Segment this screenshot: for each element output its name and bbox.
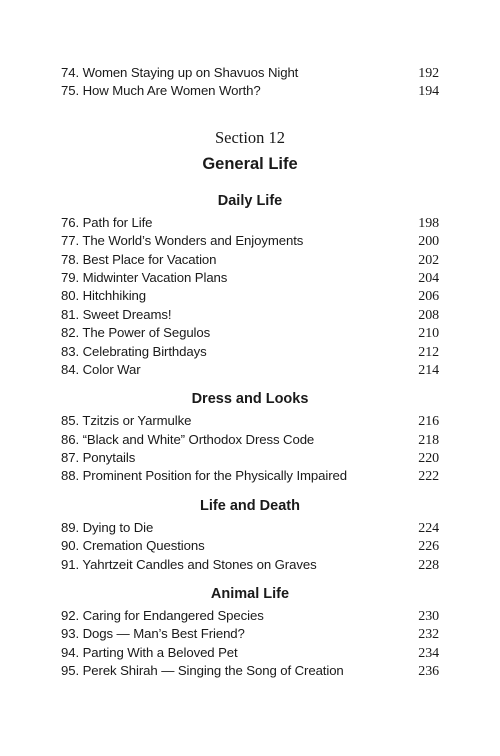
toc-entry-title: 84. Color War bbox=[61, 361, 141, 377]
toc-entry-title: 76. Path for Life bbox=[61, 214, 153, 230]
toc-entry[interactable] bbox=[61, 449, 439, 467]
toc-entry-page: 212 bbox=[418, 344, 439, 360]
toc-entry-page: 224 bbox=[418, 520, 439, 536]
toc-entry-title: 95. Perek Shirah — Singing the Song of Creation bbox=[61, 663, 344, 679]
toc-entry-title: 77. The World’s Wonders and Enjoyments bbox=[61, 233, 304, 249]
toc-entry[interactable] bbox=[61, 607, 439, 625]
toc-entry-title: 87. Ponytails bbox=[61, 450, 136, 466]
toc-entry[interactable] bbox=[61, 431, 439, 449]
toc-entry-title: 88. Prominent Position for the Physically Impaired bbox=[61, 468, 347, 484]
toc-entry-title: 75. How Much Are Women Worth? bbox=[61, 83, 261, 99]
toc-entry-title: 92. Caring for Endangered Species bbox=[61, 608, 264, 624]
toc-entry[interactable] bbox=[61, 343, 439, 361]
toc-entry-title: 89. Dying to Die bbox=[61, 519, 154, 535]
toc-entry-page: 192 bbox=[418, 66, 439, 81]
toc-entry[interactable] bbox=[61, 269, 439, 287]
toc-entry[interactable] bbox=[61, 306, 439, 324]
toc-entry-page: 214 bbox=[418, 362, 439, 378]
toc-entry-title: 74. Women Staying up on Shavuos Night bbox=[61, 65, 299, 80]
toc-entry[interactable] bbox=[61, 556, 439, 574]
section-number: Section 12 bbox=[214, 127, 286, 147]
toc-entry-title: 81. Sweet Dreams! bbox=[61, 306, 172, 322]
toc-entry[interactable] bbox=[61, 324, 439, 342]
subsection-heading-animal-life: Animal Life bbox=[210, 586, 290, 603]
toc-entry-page: 232 bbox=[418, 627, 439, 643]
toc-entry[interactable] bbox=[61, 625, 439, 643]
toc-entry[interactable] bbox=[61, 412, 439, 430]
table-of-contents bbox=[61, 64, 439, 681]
toc-entry[interactable] bbox=[61, 537, 439, 555]
toc-entry-title: 79. Midwinter Vacation Plans bbox=[61, 269, 228, 285]
toc-entry-page: 202 bbox=[418, 252, 439, 268]
toc-entry[interactable] bbox=[61, 361, 439, 379]
toc-entry-title: 90. Cremation Questions bbox=[61, 538, 205, 554]
toc-entry-page: 216 bbox=[418, 414, 439, 430]
toc-entry-page: 220 bbox=[418, 451, 439, 467]
toc-entry[interactable] bbox=[61, 287, 439, 305]
toc-entry-page: 230 bbox=[418, 609, 439, 625]
toc-entry[interactable] bbox=[61, 82, 439, 100]
toc-entry-title: 78. Best Place for Vacation bbox=[61, 251, 217, 267]
toc-entry[interactable] bbox=[61, 214, 439, 232]
toc-entry-page: 236 bbox=[418, 664, 439, 680]
toc-entry-page: 206 bbox=[418, 289, 439, 305]
toc-entry-page: 198 bbox=[418, 215, 439, 231]
toc-entry[interactable] bbox=[61, 232, 439, 250]
toc-entry-page: 194 bbox=[418, 84, 439, 100]
toc-entry-page: 210 bbox=[418, 326, 439, 342]
toc-entry-title: 82. The Power of Segulos bbox=[61, 325, 211, 341]
toc-entry-page: 200 bbox=[418, 234, 439, 250]
toc-entry-title: 83. Celebrating Birthdays bbox=[61, 343, 207, 359]
toc-entry[interactable] bbox=[61, 467, 439, 485]
toc-entry-title: 93. Dogs — Man’s Best Friend? bbox=[61, 626, 245, 642]
toc-entry-page: 228 bbox=[418, 557, 439, 573]
toc-entry-page: 226 bbox=[418, 539, 439, 555]
toc-entry-page: 208 bbox=[418, 307, 439, 323]
toc-entry[interactable] bbox=[61, 644, 439, 662]
toc-entry-page: 222 bbox=[418, 469, 439, 485]
subsection-heading-daily-life: Daily Life bbox=[217, 192, 283, 209]
subsection-heading-dress-and-looks: Dress and Looks bbox=[191, 391, 309, 408]
section-title: General Life bbox=[202, 154, 298, 173]
toc-entry[interactable] bbox=[61, 251, 439, 269]
toc-entry[interactable] bbox=[61, 519, 439, 537]
toc-entry-title: 86. “Black and White” Orthodox Dress Code bbox=[61, 431, 315, 447]
toc-entry-title: 85. Tzitzis or Yarmulke bbox=[61, 413, 192, 429]
toc-entry-title: 91. Yahrtzeit Candles and Stones on Graves bbox=[61, 556, 317, 572]
toc-entry[interactable] bbox=[61, 64, 439, 82]
toc-entry-page: 204 bbox=[418, 270, 439, 286]
toc-entry-page: 218 bbox=[418, 432, 439, 448]
toc-entry-title: 80. Hitchhiking bbox=[61, 288, 146, 304]
subsection-heading-life-and-death: Life and Death bbox=[200, 497, 300, 514]
toc-entry-page: 234 bbox=[418, 645, 439, 661]
toc-entry-title: 94. Parting With a Beloved Pet bbox=[61, 644, 238, 660]
toc-entry[interactable] bbox=[61, 662, 439, 680]
